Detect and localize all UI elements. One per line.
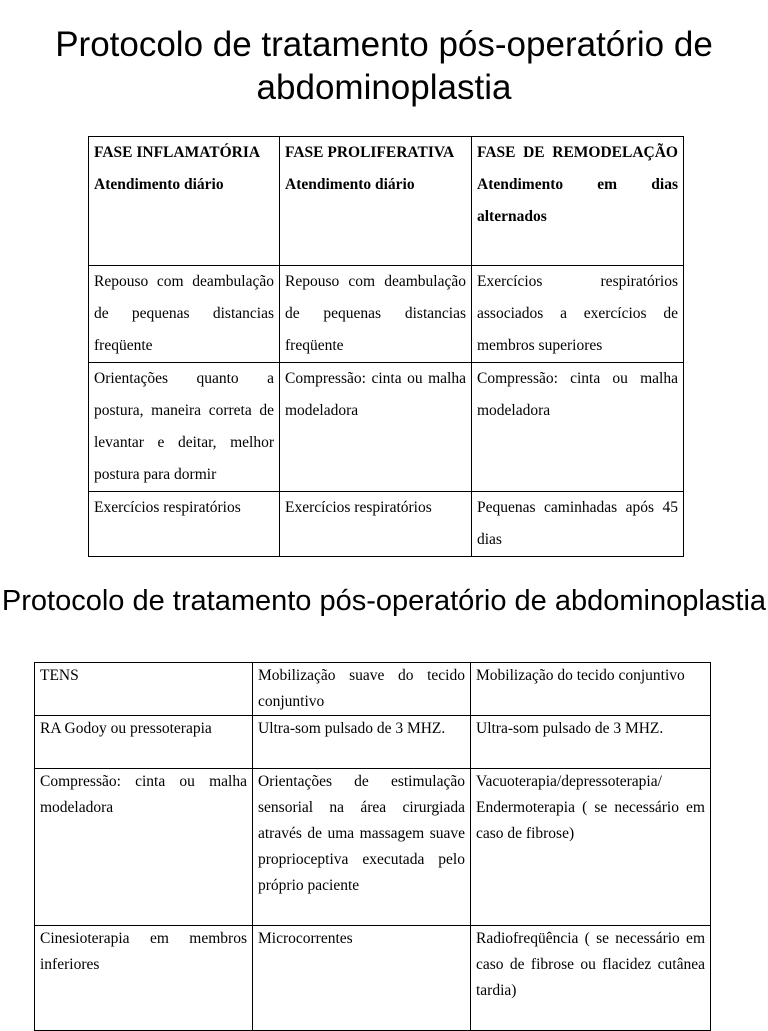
phase-name: FASE PROLIFERATIVA <box>285 144 455 161</box>
table-cell: Mobilização do tecido conjuntivo <box>471 663 711 716</box>
table-cell: Ultra-som pulsado de 3 MHZ. <box>471 716 711 769</box>
table-row <box>89 363 684 492</box>
page-title: Protocolo de tratamento pós-operatório de abdominoplastia <box>55 25 713 107</box>
table-cell: Ultra-som pulsado de 3 MHZ. <box>253 716 471 769</box>
table-cell: Compressão: cinta ou malha modeladora <box>35 769 253 926</box>
section-title: Protocolo de tratamento pós-operatório de abdominoplastia <box>1 585 767 617</box>
table-header-row <box>89 137 684 266</box>
table-cell: Pequenas caminhadas após 45 dias <box>472 492 684 557</box>
header-cell-remodeling <box>472 137 684 266</box>
table-row <box>35 769 711 926</box>
table-cell: RA Godoy ou pressoterapia <box>35 716 253 769</box>
table-row <box>35 663 711 716</box>
table-row <box>89 266 684 363</box>
table-cell: Exercícios respiratórios associados a exercícios de membros superiores <box>472 266 684 363</box>
table-cell: Repouso com deambulação de pequenas distancias freqüente <box>89 266 280 363</box>
table-row <box>89 492 684 557</box>
table-cell: Mobilização suave do tecido conjuntivo <box>253 663 471 716</box>
table-cell: Orientações quanto a postura, maneira correta de levantar e deitar, melhor postura para dormir <box>89 363 280 492</box>
table-cell: Cinesioterapia em membros inferiores <box>35 926 253 1031</box>
table-cell: Radiofreqüência ( se necessário em caso de fibrose ou flacidez cutânea tardia) <box>471 926 711 1031</box>
table-cell: Microcorrentes <box>253 926 471 1031</box>
phase-schedule: Atendimento em dias alternados <box>477 176 678 225</box>
table-row <box>35 926 711 1031</box>
phase-schedule: Atendimento diário <box>94 176 224 193</box>
phase-name: FASE INFLAMATÓRIA <box>94 144 261 161</box>
phase-schedule: Atendimento diário <box>285 176 415 193</box>
header-cell-inflammatory <box>89 137 280 266</box>
table-cell: Compressão: cinta ou malha modeladora <box>472 363 684 492</box>
table-cell: Repouso com deambulação de pequenas distancias freqüente <box>280 266 472 363</box>
table-cell: TENS <box>35 663 253 716</box>
table-cell: Compressão: cinta ou malha modeladora <box>280 363 472 492</box>
table-row <box>35 716 711 769</box>
table-cell: Exercícios respiratórios <box>280 492 472 557</box>
table-cell: Exercícios respiratórios <box>89 492 280 557</box>
header-cell-proliferative <box>280 137 472 266</box>
phase-table <box>88 136 684 557</box>
table-cell: Orientações de estimulação sensorial na área cirurgiada através de uma massagem suave proprioceptiva executada pelo próprio paciente <box>253 769 471 926</box>
protocol-table <box>34 662 711 1031</box>
phase-name: FASE DE REMODELAÇÃO <box>477 144 678 161</box>
table-cell: Vacuoterapia/depressoterapia/ Endermoterapia ( se necessário em caso de fibrose) <box>471 769 711 926</box>
